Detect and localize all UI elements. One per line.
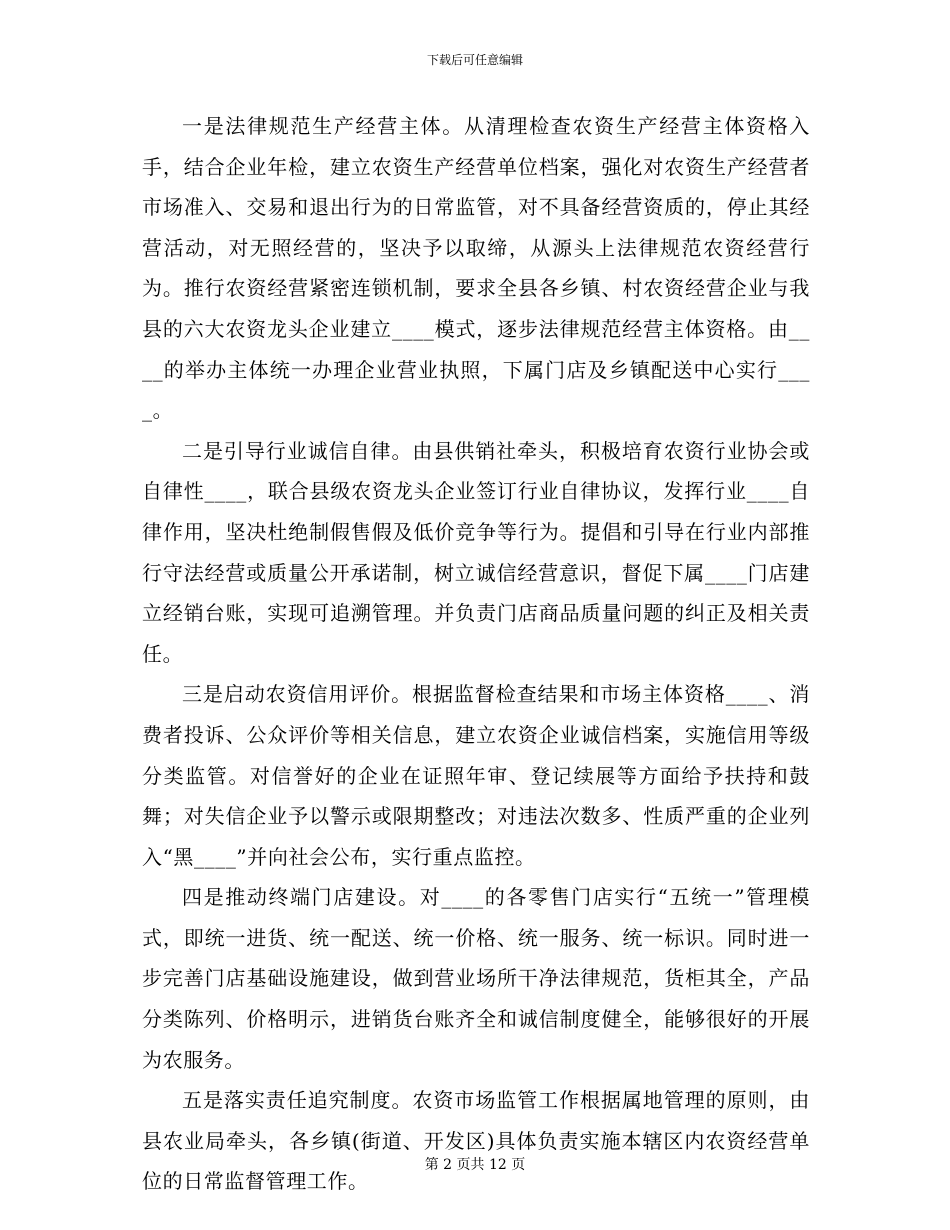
page-header: 下载后可任意编辑 xyxy=(426,53,523,67)
paragraph-2: 二是引导行业诚信自律。由县供销社牵头，积极培育农资行业协会或自律性____，联合县级农资龙头企业签订行业自律协议，发挥行业____自律作用，坚决杜绝制假售假及低价竞争等行为。提倡和引导在行业内部推行守法经营或质量公开承诺制，树立诚信经营意识，督促下属____门店建立经销台账，实现可追溯管理。并负责门店商品质量问题的纠正及相关责任。 xyxy=(142,438,810,666)
document-body xyxy=(142,106,810,1202)
paragraph-3: 三是启动农资信用评价。根据监督检查结果和市场主体资格____、消费者投诉、公众评价等相关信息，建立农资企业诚信档案，实施信用等级分类监管。对信誉好的企业在证照年审、登记续展等方面给予扶持和鼓舞；对失信企业予以警示或限期整改；对违法次数多、性质严重的企业列入“黑____”并向社会公布，实行重点监控。 xyxy=(142,682,810,869)
paragraph-5: 五是落实责任追究制度。农资市场监管工作根据属地管理的原则，由县农业局牵头，各乡镇(街道、开发区)具体负责实施本辖区内农资经营单位的日常监督管理工作。 xyxy=(142,1088,810,1194)
paragraph-1: 一是法律规范生产经营主体。从清理检查农资生产经营主体资格入手，结合企业年检，建立农资生产经营单位档案，强化对农资生产经营者市场准入、交易和退出行为的日常监管，对不具备经营资质的，停止其经营活动，对无照经营的，坚决予以取缔，从源头上法律规范农资经营行为。推行农资经营紧密连锁机制，要求全县各乡镇、村农资经营企业与我县的六大农资龙头企业建立____模式，逐步法律规范经营主体资格。由____的举办主体统一办理企业营业执照，下属门店及乡镇配送中心实行____。 xyxy=(142,114,810,423)
paragraph-4: 四是推动终端门店建设。对____的各零售门店实行“五统一”管理模式，即统一进货、统一配送、统一价格、统一服务、统一标识。同时进一步完善门店基础设施建设，做到营业场所干净法律规范，货柜其全，产品分类陈列、价格明示，进销货台账齐全和诚信制度健全，能够很好的开展为农服务。 xyxy=(142,885,810,1072)
page-footer: 第 2 页共 12 页 xyxy=(424,1157,526,1173)
